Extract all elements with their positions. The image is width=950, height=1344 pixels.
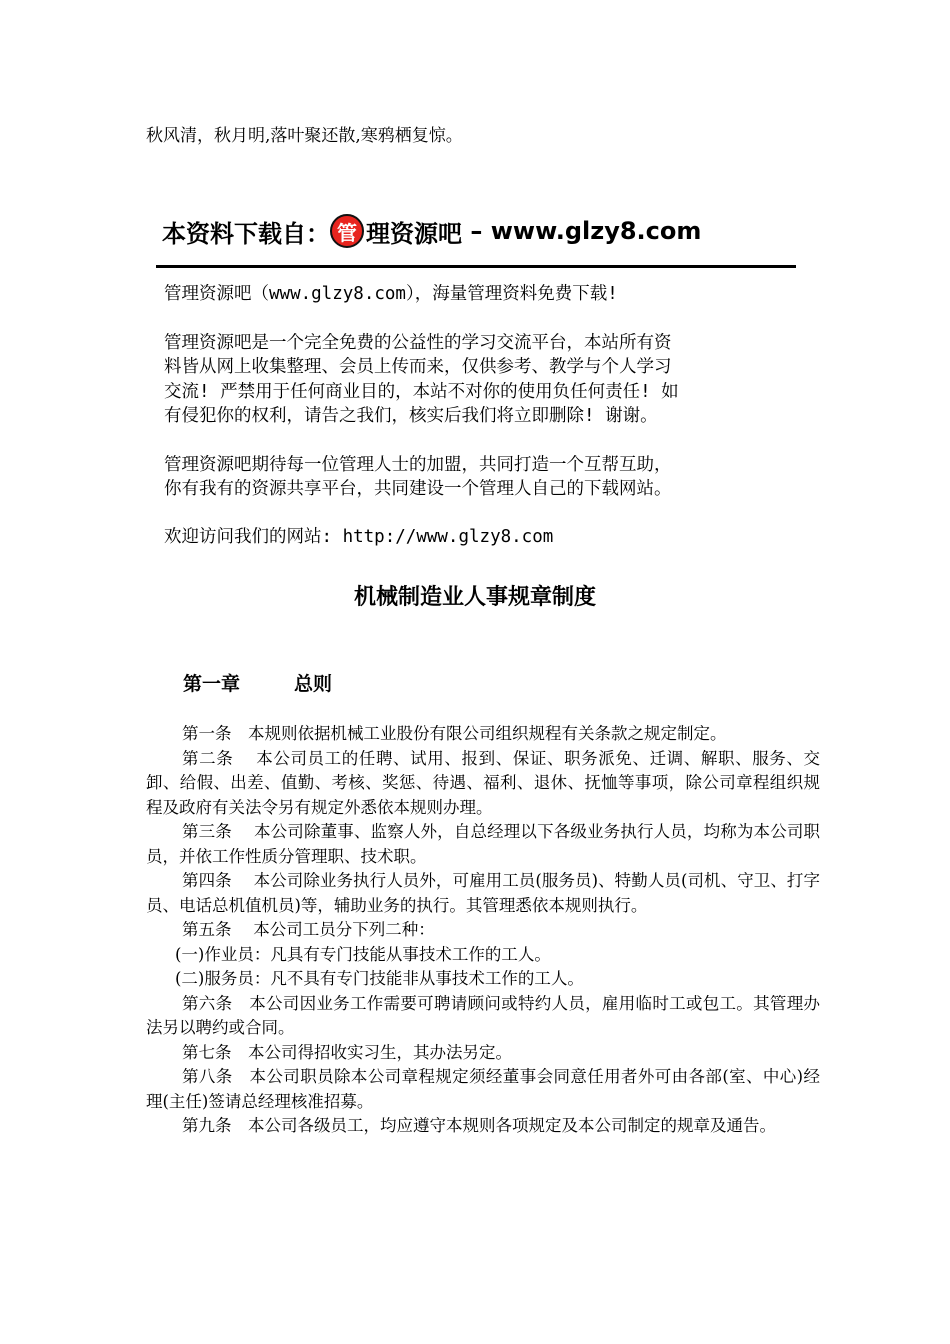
chapter-name: 总则 xyxy=(294,673,333,695)
banner-dash: – xyxy=(462,217,491,245)
article-subitem: (一)作业员：凡具有专门技能从事技术工作的工人。 xyxy=(175,944,551,964)
document-title: 机械制造业人事规章制度 xyxy=(353,584,596,610)
article-paragraph: 第六条 本公司因业务工作需要可聘请顾问或特约人员，雇用临时工或包工。其管理办法另以聘约或合同。 xyxy=(146,993,820,1037)
banner-paragraph: 管理资源吧（www.glzy8.com），海量管理资料免费下载! xyxy=(164,284,618,304)
banner-paragraph: 管理资源吧是一个完全免费的公益性的学习交流平台，本站所有资 料皆从网上收集整理、会员上传而来，仅供参考、教学与个人学习 交流! 严禁用于任何商业目的，本站不对你的使用负任何责任! 如 有侵犯你的权利，请告之我们，核实后我们将立即删除! 谢谢。 xyxy=(164,332,679,426)
banner-site-name: 理资源吧 xyxy=(366,219,462,248)
banner-header xyxy=(156,205,796,257)
article-paragraph: 第八条 本公司职员除本公司章程规定须经董事会同意任用者外可由各部(室、中心)经理(主任)签请总经理核准招募。 xyxy=(146,1067,820,1111)
article-paragraph: 第九条 本公司各级员工，均应遵守本规则各项规定及本公司制定的规章及通告。 xyxy=(182,1116,776,1135)
chapter-heading xyxy=(183,670,332,698)
article-list xyxy=(146,722,820,1139)
article-subitem: (二)服务员：凡不具有专门技能非从事技术工作的工人。 xyxy=(175,969,584,988)
article-paragraph: 第四条 本公司除业务执行人员外，可雇用工员(服务员)、特勤人员(司机、守卫、打字员、电话总机值机员)等，辅助业务的执行。其管理悉依本规则执行。 xyxy=(146,871,820,915)
article-paragraph: 第七条 本公司得招收实习生，其办法另定。 xyxy=(182,1042,512,1062)
article-paragraph: 第一条 本规则依据机械工业股份有限公司组织规程有关条款之规定制定。 xyxy=(182,724,727,743)
banner-paragraph: 欢迎访问我们的网站: http://www.glzy8.com xyxy=(164,526,554,547)
article-paragraph: 第二条 本公司员工的任聘、试用、报到、保证、职务派免、迁调、解职、服务、交卸、给假、出差、值勤、考核、奖惩、待遇、福利、退休、抚恤等事项，除公司章程组织规程及政府有关法令另有规定外悉依本规则办理。 xyxy=(146,748,820,817)
article-paragraph: 第三条 本公司除董事、监察人外，自总经理以下各级业务执行人员，均称为本公司职员，并依工作性质分管理职、技术职。 xyxy=(146,822,820,866)
banner-body xyxy=(156,268,796,549)
site-logo-icon: 管 xyxy=(330,214,364,248)
chapter-number: 第一章 xyxy=(183,673,241,695)
download-banner xyxy=(156,205,796,573)
banner-paragraph: 管理资源吧期待每一位管理人士的加盟，共同打造一个互帮互助， 你有我有的资源共享平台，共同建设一个管理人自己的下载网站。 xyxy=(164,454,672,499)
article-paragraph: 第五条 本公司工员分下列二种： xyxy=(182,920,435,939)
banner-url: www.glzy8.com xyxy=(490,217,702,245)
banner-prefix: 本资料下载自： xyxy=(162,219,330,248)
poem-line: 秋风清，秋月明,落叶聚还散,寒鸦栖复惊。 xyxy=(146,126,463,146)
